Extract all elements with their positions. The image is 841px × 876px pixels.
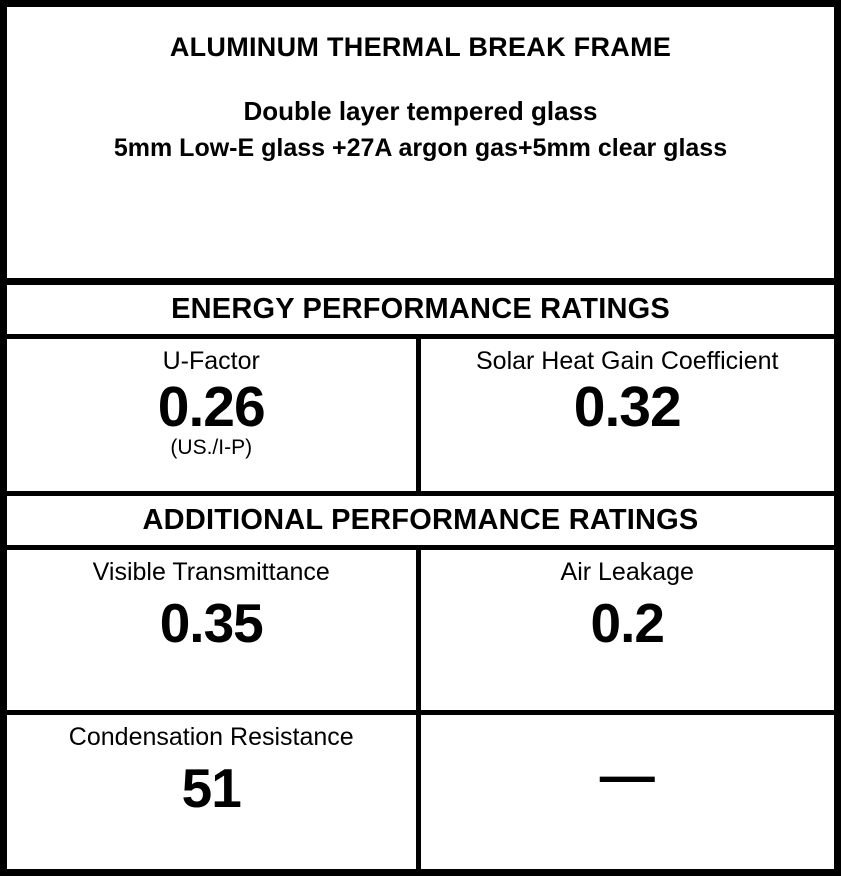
glazing-description-line-1: Double layer tempered glass <box>243 95 598 126</box>
additional-performance-row-2 <box>7 715 834 869</box>
shgc-label: Solar Heat Gain Coefficient <box>476 347 779 376</box>
energy-performance-heading: ENERGY PERFORMANCE RATINGS <box>7 285 834 339</box>
visible-transmittance-label: Visible Transmittance <box>92 558 330 587</box>
condensation-resistance-label: Condensation Resistance <box>68 723 354 752</box>
condensation-resistance-value: 51 <box>181 757 241 820</box>
u-factor-label: U-Factor <box>162 347 260 376</box>
shgc-value: 0.32 <box>573 375 681 440</box>
additional-performance-heading: ADDITIONAL PERFORMANCE RATINGS <box>7 491 834 550</box>
air-leakage-value: 0.2 <box>590 591 664 654</box>
visible-transmittance-cell <box>7 550 421 710</box>
product-header-block <box>7 7 834 285</box>
visible-transmittance-value: 0.35 <box>159 591 263 654</box>
air-leakage-cell <box>421 550 835 710</box>
empty-metric-cell <box>421 715 835 869</box>
glazing-description-line-2: 5mm Low-E glass +27A argon gas+5mm clear glass <box>113 134 728 163</box>
empty-metric-value: — <box>599 744 655 807</box>
energy-performance-row <box>7 339 834 491</box>
page-title: ALUMINUM THERMAL BREAK FRAME <box>169 32 672 62</box>
u-factor-cell <box>7 339 421 491</box>
additional-performance-row-1 <box>7 550 834 715</box>
condensation-resistance-cell <box>7 715 421 869</box>
u-factor-units: (US./I-P) <box>170 435 253 459</box>
shgc-cell <box>421 339 835 491</box>
air-leakage-label: Air Leakage <box>560 558 694 587</box>
u-factor-value: 0.26 <box>157 375 265 440</box>
